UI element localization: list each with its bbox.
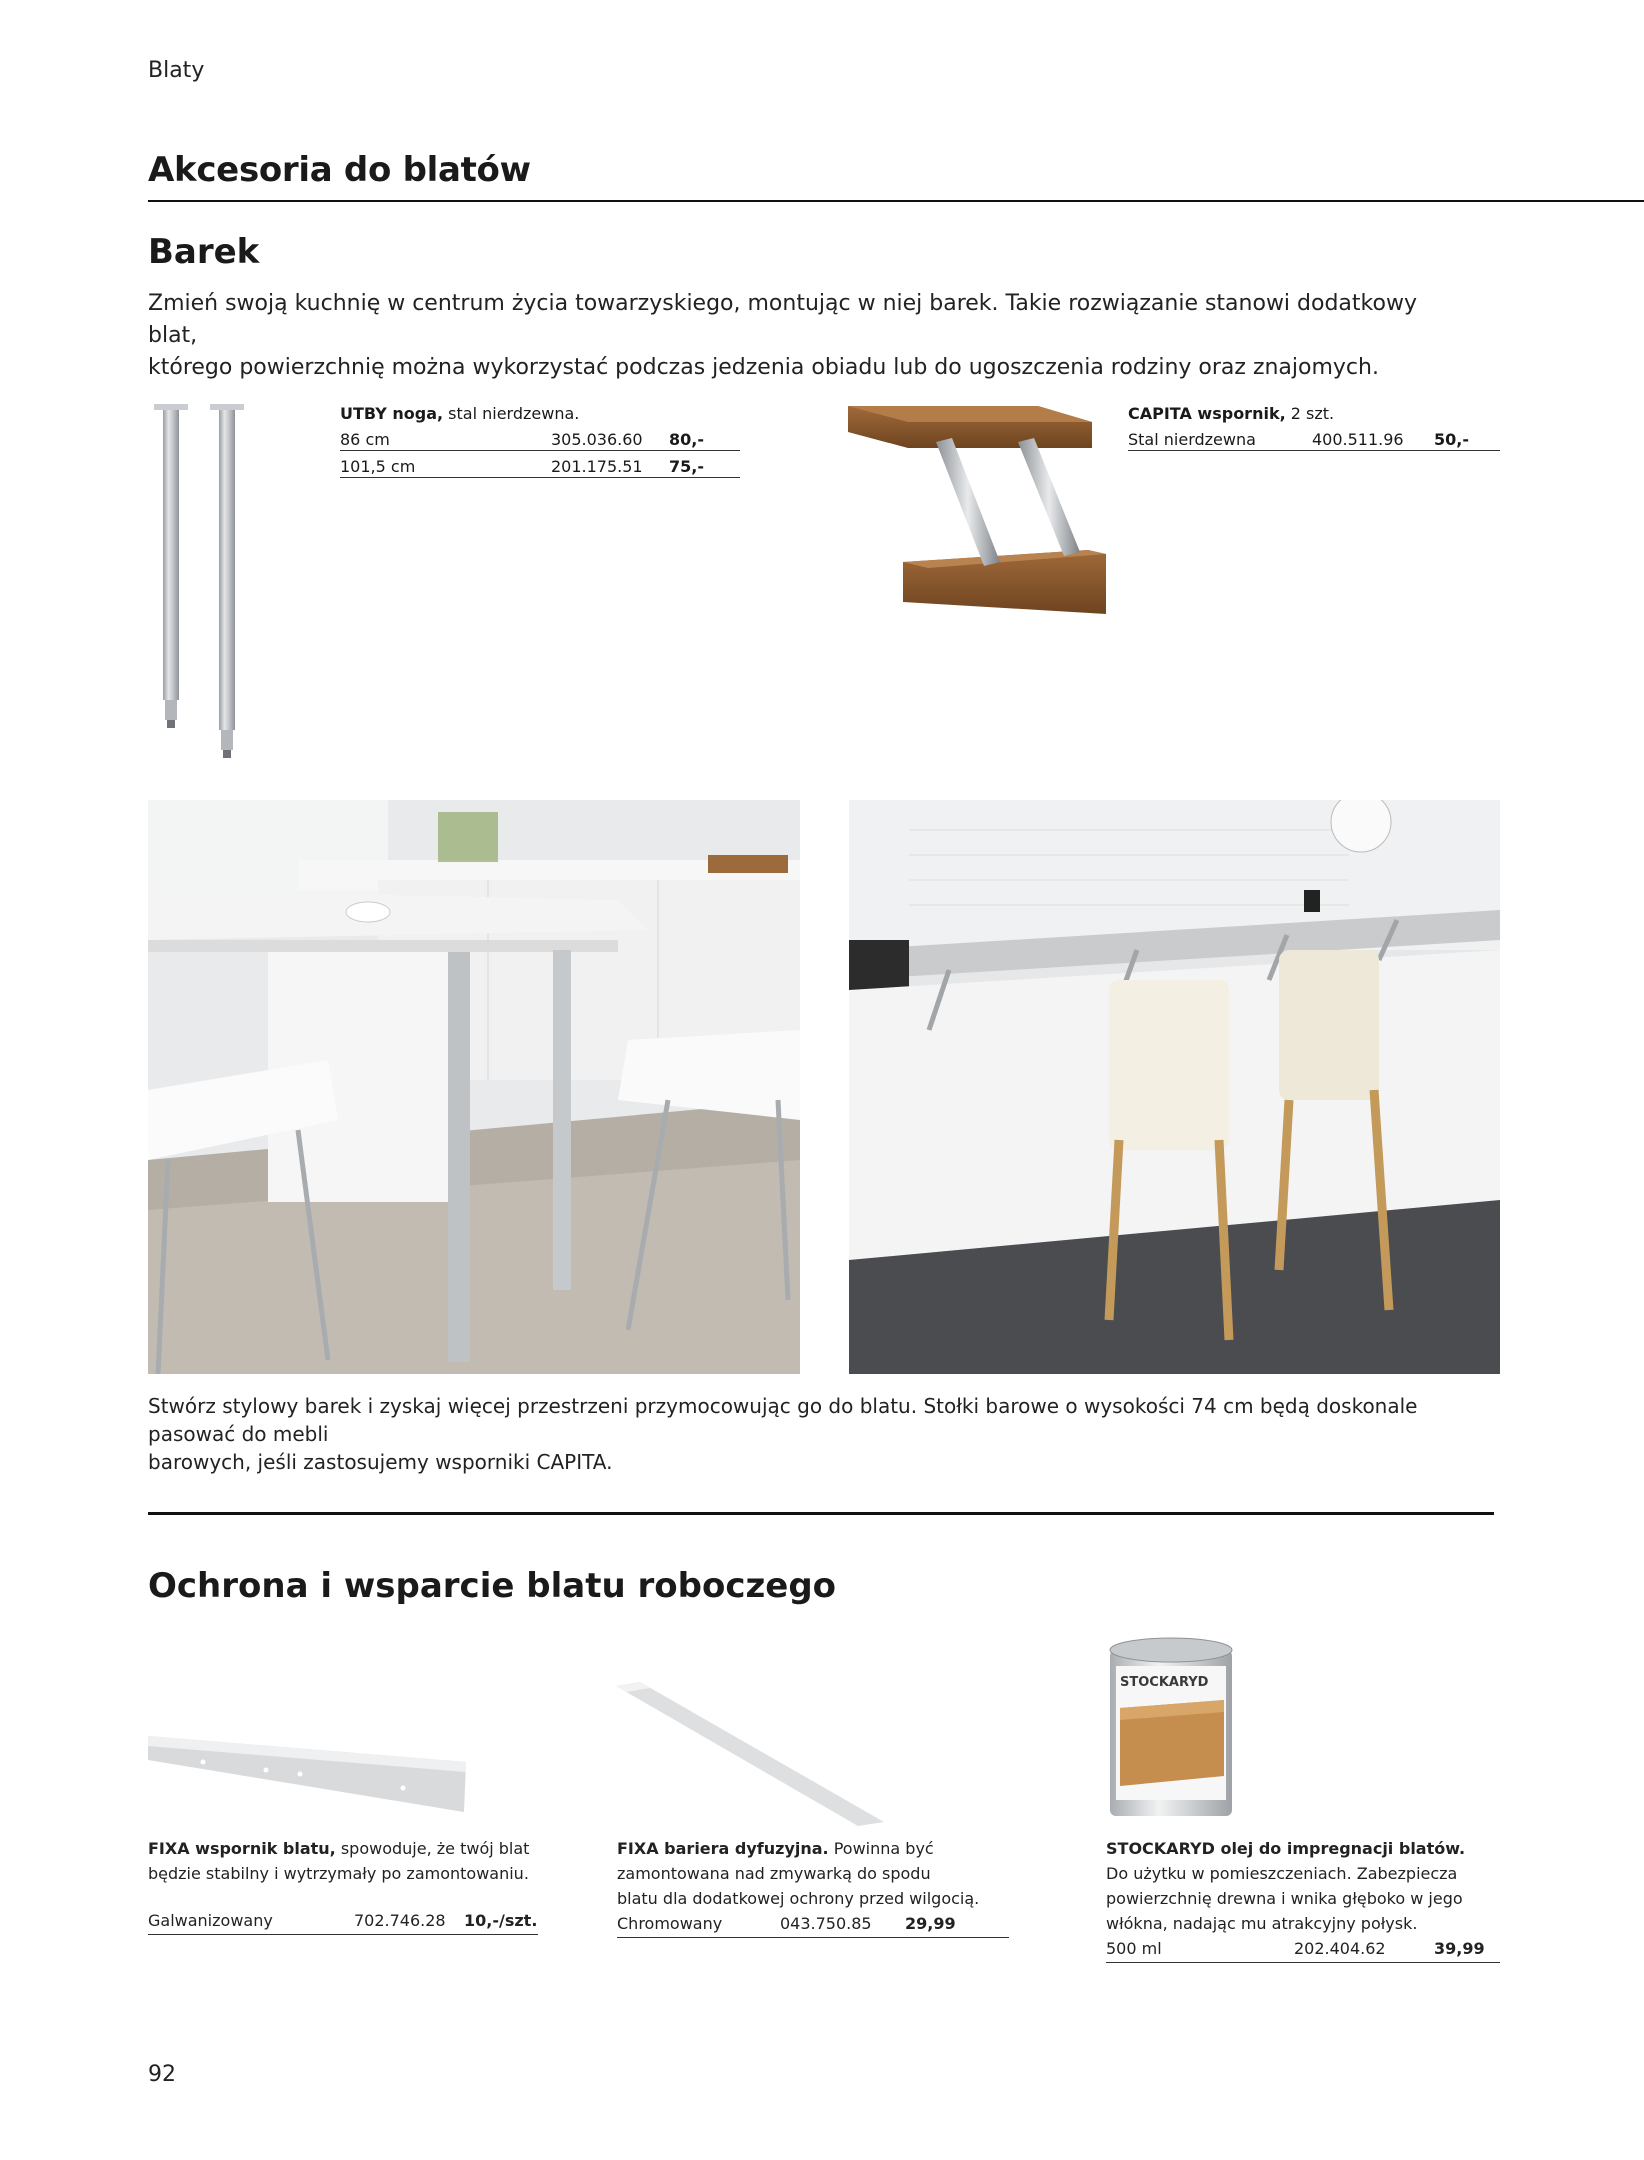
stockaryd-can-image xyxy=(1106,1636,1236,1824)
product-desc: powierzchnię drewna i wnika głęboko w jego xyxy=(1106,1889,1463,1908)
variant: 86 cm xyxy=(340,430,390,449)
variant: 500 ml xyxy=(1106,1939,1162,1958)
product-desc: zamontowana nad zmywarką do spodu xyxy=(617,1864,931,1883)
can-label: STOCKARYD xyxy=(1120,1675,1209,1690)
section-divider xyxy=(148,1512,1494,1515)
price-row xyxy=(617,1911,1009,1938)
subsection-title: Barek xyxy=(148,232,260,272)
variant: 101,5 cm xyxy=(340,457,416,476)
article-number: 400.511.96 xyxy=(1312,430,1404,449)
capita-bracket-image xyxy=(848,402,1108,616)
capita-product-info xyxy=(1128,404,1500,451)
running-head: Blaty xyxy=(148,58,205,83)
fixa-bracket-info xyxy=(148,1836,538,1935)
caption-line: barowych, jeśli zastosujemy wsporniki CAPITA. xyxy=(148,1450,613,1474)
price-row xyxy=(148,1908,538,1935)
product-desc: spowoduje, że twój blat xyxy=(335,1839,530,1858)
article-number: 305.036.60 xyxy=(551,430,643,449)
utby-name: UTBY noga, xyxy=(340,404,444,423)
price-row xyxy=(340,424,740,451)
product-desc: będzie stabilny i wytrzymały po zamontowaniu. xyxy=(148,1864,529,1883)
product-name: STOCKARYD olej do impregnacji blatów. xyxy=(1106,1839,1466,1858)
product-desc: Do użytku w pomieszczeniach. Zabezpiecza xyxy=(1106,1864,1458,1883)
price: 50,- xyxy=(1434,430,1469,449)
photo-caption xyxy=(148,1392,1508,1476)
variant: Chromowany xyxy=(617,1914,723,1933)
kitchen-photo-capita xyxy=(849,800,1500,1374)
price-row xyxy=(340,451,740,478)
article-number: 702.746.28 xyxy=(354,1911,446,1930)
utby-legs-image xyxy=(148,400,268,770)
price-row xyxy=(1128,424,1500,451)
page-number: 92 xyxy=(148,2062,176,2087)
intro-text xyxy=(148,288,1468,384)
price: 39,99 xyxy=(1434,1939,1485,1958)
fixa-barrier-info xyxy=(617,1836,1009,1938)
variant: Galwanizowany xyxy=(148,1911,273,1930)
product-name: FIXA bariera dyfuzyjna. xyxy=(617,1839,829,1858)
fixa-bracket-image xyxy=(148,1720,468,1820)
section-divider xyxy=(148,200,1644,202)
intro-line: Zmień swoją kuchnię w centrum życia towarzyskiego, montując w niej barek. Takie rozwiązanie stanowi dodatkowy blat, xyxy=(148,291,1417,348)
article-number: 202.404.62 xyxy=(1294,1939,1386,1958)
price: 75,- xyxy=(669,457,704,476)
section-title: Akcesoria do blatów xyxy=(148,150,531,190)
stockaryd-info xyxy=(1106,1836,1500,1963)
product-name: FIXA wspornik blatu, xyxy=(148,1839,336,1858)
variant: Stal nierdzewna xyxy=(1128,430,1256,449)
product-desc: włókna, nadając mu atrakcyjny połysk. xyxy=(1106,1914,1418,1933)
utby-desc: stal nierdzewna. xyxy=(443,404,580,423)
product-desc: Powinna być xyxy=(828,1839,934,1858)
utby-product-info xyxy=(340,404,740,478)
intro-line: którego powierzchnię można wykorzystać podczas jedzenia obiadu lub do ugoszczenia rodziny oraz znajomych. xyxy=(148,355,1379,380)
article-number: 043.750.85 xyxy=(780,1914,872,1933)
caption-line: Stwórz stylowy barek i zyskaj więcej przestrzeni przymocowując go do blatu. Stołki barowe o wysokości 74 cm będą doskonale pasować do mebli xyxy=(148,1394,1418,1446)
price: 80,- xyxy=(669,430,704,449)
capita-name: CAPITA wspornik, xyxy=(1128,404,1286,423)
fixa-barrier-image xyxy=(610,1680,890,1830)
capita-desc: 2 szt. xyxy=(1285,404,1335,423)
price: 10,-/szt. xyxy=(464,1911,538,1930)
section-title: Ochrona i wsparcie blatu roboczego xyxy=(148,1566,837,1606)
kitchen-photo-utby xyxy=(148,800,800,1374)
price-row xyxy=(1106,1936,1500,1963)
article-number: 201.175.51 xyxy=(551,457,643,476)
product-desc: blatu dla dodatkowej ochrony przed wilgocią. xyxy=(617,1889,980,1908)
price: 29,99 xyxy=(905,1914,956,1933)
